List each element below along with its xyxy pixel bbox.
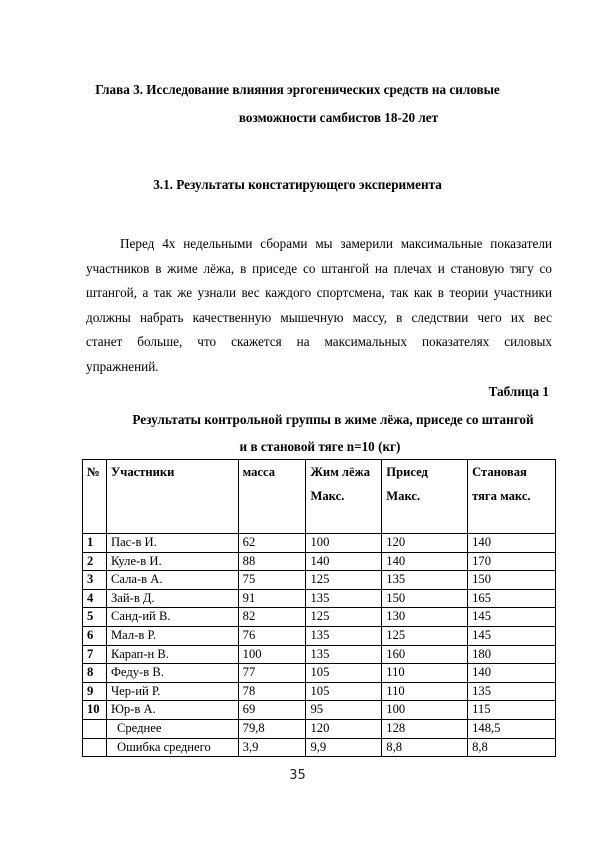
squat-cell: 110	[382, 682, 468, 701]
page-number: 35	[289, 768, 306, 783]
deadlift-cell: 145	[468, 608, 556, 627]
summary-label-cell: Ошибка среднего	[106, 738, 238, 757]
deadlift-cell: 170	[468, 552, 556, 571]
mass-cell: 100	[238, 645, 306, 664]
mass-cell: 91	[238, 589, 306, 608]
squat-cell: 128	[382, 719, 468, 738]
results-table	[82, 459, 556, 757]
deadlift-cell: 8,8	[468, 738, 556, 757]
summary-row	[83, 738, 556, 757]
participant-cell: Феду-в В.	[106, 664, 238, 683]
table-row	[83, 645, 556, 664]
header-participants: Участники	[106, 460, 238, 534]
chapter-title-line-1: Глава 3. Исследование влияния эргогенических средств на силовые	[95, 82, 500, 97]
bench-press-cell: 135	[306, 626, 382, 645]
squat-cell: 100	[382, 701, 468, 720]
participant-cell: Юр-в А.	[106, 701, 238, 720]
deadlift-cell: 148,5	[468, 719, 556, 738]
squat-cell: 150	[382, 589, 468, 608]
table-row	[83, 589, 556, 608]
paragraph-line: участников в жиме лёжа, в приседе со штангой на плечах и становую тягу со	[86, 260, 552, 276]
deadlift-cell: 180	[468, 645, 556, 664]
squat-cell: 125	[382, 626, 468, 645]
table-header-row	[83, 460, 556, 534]
table-row	[83, 552, 556, 571]
section-title: 3.1. Результаты констатирующего эксперимента	[153, 177, 442, 192]
deadlift-cell: 115	[468, 701, 556, 720]
empty-cell	[83, 719, 107, 738]
empty-cell	[83, 738, 107, 757]
header-number: №	[83, 460, 107, 534]
paragraph-line: упражнений.	[86, 358, 159, 374]
mass-cell: 3,9	[238, 738, 306, 757]
participant-cell: Мал-в Р.	[106, 626, 238, 645]
table-row	[83, 701, 556, 720]
row-number-cell: 6	[83, 626, 107, 645]
squat-cell: 8,8	[382, 738, 468, 757]
mass-cell: 62	[238, 534, 306, 553]
mass-cell: 82	[238, 608, 306, 627]
chapter-title	[60, 76, 535, 132]
summary-label-cell: Среднее	[106, 719, 238, 738]
header-squat: Присед Макс.	[382, 460, 468, 534]
mass-cell: 78	[238, 682, 306, 701]
participant-cell: Пас-в И.	[106, 534, 238, 553]
mass-cell: 77	[238, 664, 306, 683]
squat-cell: 140	[382, 552, 468, 571]
summary-row	[83, 719, 556, 738]
squat-cell: 160	[382, 645, 468, 664]
row-number-cell: 4	[83, 589, 107, 608]
table-row	[83, 608, 556, 627]
paragraph-line: Перед 4х недельными сборами мы замерили максимальные показатели	[120, 236, 552, 251]
paragraph-line: станет больше, что скажется на максимальных показателях силовых	[86, 334, 552, 349]
table-row	[83, 682, 556, 701]
row-number-cell: 1	[83, 534, 107, 553]
squat-cell: 135	[382, 571, 468, 590]
deadlift-cell: 135	[468, 682, 556, 701]
mass-cell: 69	[238, 701, 306, 720]
participant-cell: Санд-ий В.	[106, 608, 238, 627]
squat-cell: 110	[382, 664, 468, 683]
table-caption-line-1: Результаты контрольной группы в жиме лёжа, приседе со штангой	[132, 412, 534, 427]
bench-press-cell: 100	[306, 534, 382, 553]
table-caption	[60, 406, 560, 460]
bench-press-cell: 135	[306, 589, 382, 608]
bench-press-cell: 140	[306, 552, 382, 571]
bench-press-cell: 135	[306, 645, 382, 664]
chapter-title-line-2: возможности самбистов 18-20 лет	[238, 110, 439, 125]
deadlift-cell: 165	[468, 589, 556, 608]
participant-cell: Куле-в И.	[106, 552, 238, 571]
table-label: Таблица 1	[488, 384, 549, 399]
mass-cell: 76	[238, 626, 306, 645]
mass-cell: 88	[238, 552, 306, 571]
participant-cell: Чер-ий Р.	[106, 682, 238, 701]
header-mass: масса	[238, 460, 306, 534]
table-row	[83, 571, 556, 590]
table-caption-line-2: и в становой тяге n=10 (кг)	[239, 439, 401, 454]
participant-cell: Сала-в А.	[106, 571, 238, 590]
deadlift-cell: 145	[468, 626, 556, 645]
body-paragraph	[86, 232, 552, 379]
header-bench-press: Жим лёжа Макс.	[306, 460, 382, 534]
row-number-cell: 8	[83, 664, 107, 683]
header-deadlift: Становая тяга макс.	[468, 460, 556, 534]
bench-press-cell: 125	[306, 571, 382, 590]
row-number-cell: 10	[83, 701, 107, 720]
bench-press-cell: 125	[306, 608, 382, 627]
bench-press-cell: 105	[306, 664, 382, 683]
bench-press-cell: 9,9	[306, 738, 382, 757]
participant-cell: Зай-в Д.	[106, 589, 238, 608]
participant-cell: Карап-н В.	[106, 645, 238, 664]
mass-cell: 79,8	[238, 719, 306, 738]
row-number-cell: 7	[83, 645, 107, 664]
squat-cell: 130	[382, 608, 468, 627]
bench-press-cell: 95	[306, 701, 382, 720]
mass-cell: 75	[238, 571, 306, 590]
paragraph-line: штангой, а так же узнали вес каждого спортсмена, так как в теории участники	[86, 285, 552, 300]
bench-press-cell: 105	[306, 682, 382, 701]
deadlift-cell: 140	[468, 534, 556, 553]
table-row	[83, 626, 556, 645]
deadlift-cell: 140	[468, 664, 556, 683]
bench-press-cell: 120	[306, 719, 382, 738]
table-row	[83, 534, 556, 553]
paragraph-line: должны набрать качественную мышечную массу, в следствии чего их вес	[86, 309, 552, 325]
squat-cell: 120	[382, 534, 468, 553]
row-number-cell: 9	[83, 682, 107, 701]
row-number-cell: 5	[83, 608, 107, 627]
row-number-cell: 2	[83, 552, 107, 571]
row-number-cell: 3	[83, 571, 107, 590]
deadlift-cell: 150	[468, 571, 556, 590]
table-row	[83, 664, 556, 683]
